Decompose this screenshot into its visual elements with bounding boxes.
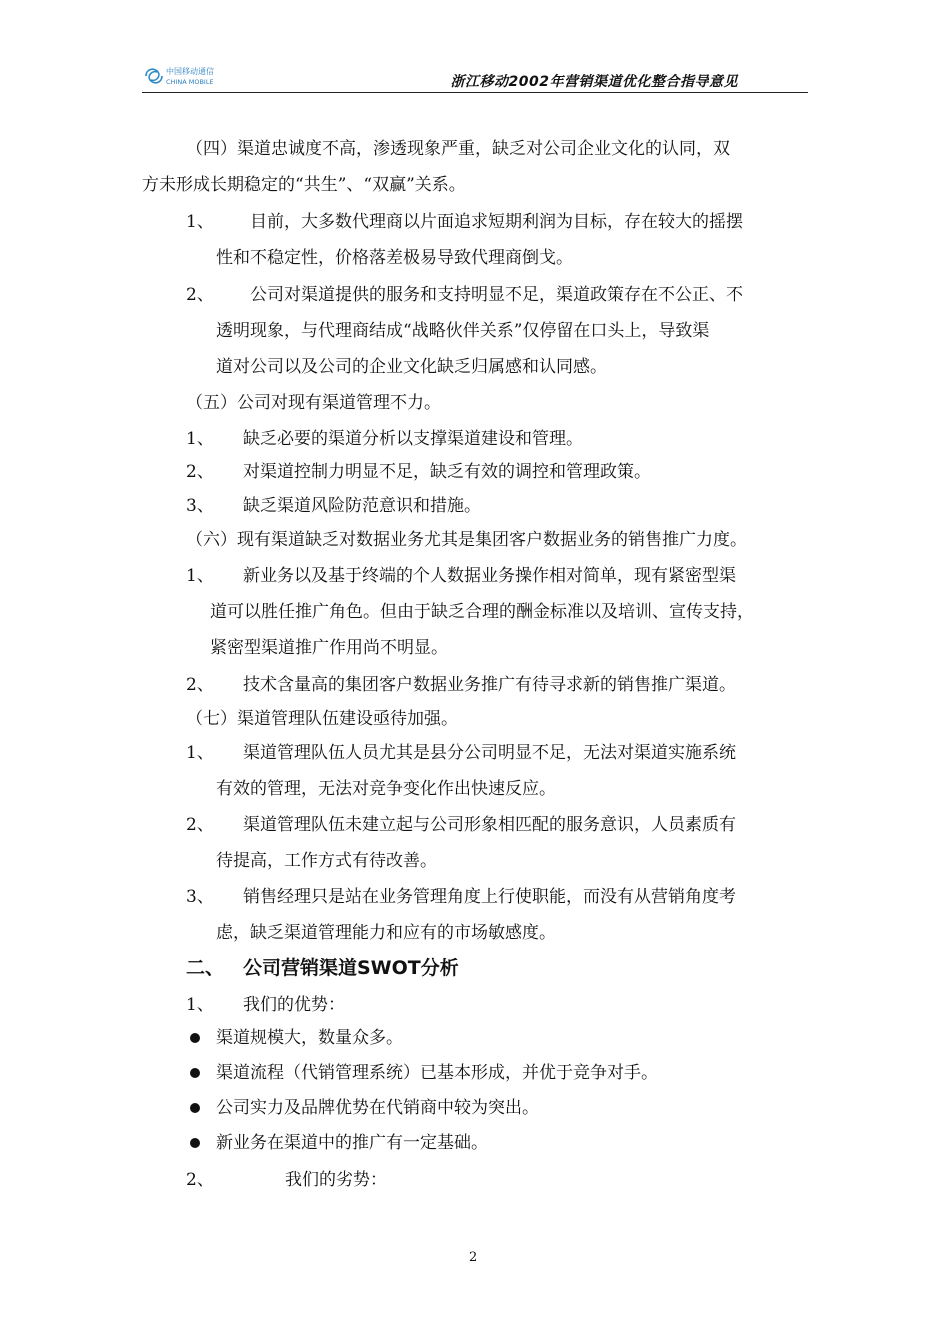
sec4-item1-line1: 目前，大多数代理商以片面追求短期利润为目标，存在较大的摇摆 <box>250 212 743 232</box>
weakness-title: 我们的劣势： <box>285 1170 387 1190</box>
bullet-icon <box>190 1033 200 1043</box>
sec5-item3-number: 3、 <box>186 496 214 516</box>
document-title: 浙江移动2002年营销渠道优化整合指导意见 <box>450 74 738 90</box>
sec5-item1-text: 缺乏必要的渠道分析以支撑渠道建设和管理。 <box>243 429 583 449</box>
sec5-item1-number: 1、 <box>186 429 214 449</box>
section-4-line-2: 方未形成长期稳定的“共生”、“双赢”关系。 <box>142 175 466 195</box>
strength-item-2: 渠道流程（代销管理系统）已基本形成，并优于竞争对手。 <box>216 1063 658 1083</box>
sec6-item1-line1: 新业务以及基于终端的个人数据业务操作相对简单，现有紧密型渠 <box>243 566 736 586</box>
sec6-item1-number: 1、 <box>186 566 214 586</box>
bullet-icon <box>190 1068 200 1078</box>
part-2-title: 公司营销渠道SWOT分析 <box>243 957 459 979</box>
sec5-item2-text: 对渠道控制力明显不足，缺乏有效的调控和管理政策。 <box>243 462 651 482</box>
weakness-number: 2、 <box>186 1170 214 1190</box>
sec4-item2-line2: 透明现象，与代理商结成“战略伙伴关系”仅停留在口头上，导致渠 <box>216 321 710 341</box>
sec4-item2-line1: 公司对渠道提供的服务和支持明显不足，渠道政策存在不公正、不 <box>250 285 743 305</box>
sec6-item1-line2: 道可以胜任推广角色。但由于缺乏合理的酬金标准以及培训、宣传支持， <box>210 602 754 622</box>
section-6-title: （六）现有渠道缺乏对数据业务尤其是集团客户数据业务的销售推广力度。 <box>186 530 747 550</box>
sec5-item2-number: 2、 <box>186 462 214 482</box>
sec4-item1-line2: 性和不稳定性，价格落差极易导致代理商倒戈。 <box>216 248 573 268</box>
sec7-item1-line2: 有效的管理，无法对竞争变化作出快速反应。 <box>216 779 556 799</box>
bullet-icon <box>190 1138 200 1148</box>
sec5-item3-text: 缺乏渠道风险防范意识和措施。 <box>243 496 481 516</box>
logo-en-text: CHINA MOBILE <box>166 78 214 86</box>
section-7-title: （七）渠道管理队伍建设亟待加强。 <box>186 709 458 729</box>
sec7-item2-line1: 渠道管理队伍未建立起与公司形象相匹配的服务意识，人员素质有 <box>243 815 736 835</box>
strength-title: 我们的优势： <box>243 995 345 1015</box>
sec4-item1-number: 1、 <box>186 212 214 232</box>
strength-number: 1、 <box>186 995 214 1015</box>
sec7-item2-line2: 待提高，工作方式有待改善。 <box>216 851 437 871</box>
sec7-item3-line2: 虑，缺乏渠道管理能力和应有的市场敏感度。 <box>216 923 556 943</box>
sec7-item1-number: 1、 <box>186 743 214 763</box>
sec4-item2-line3: 道对公司以及公司的企业文化缺乏归属感和认同感。 <box>216 357 607 377</box>
sec4-item2-number: 2、 <box>186 285 214 305</box>
strength-item-3: 公司实力及品牌优势在代销商中较为突出。 <box>216 1098 539 1118</box>
sec7-item1-line1: 渠道管理队伍人员尤其是县分公司明显不足，无法对渠道实施系统 <box>243 743 736 763</box>
section-4-line-1: （四）渠道忠诚度不高，渗透现象严重，缺乏对公司企业文化的认同，双 <box>186 139 730 159</box>
sec7-item3-number: 3、 <box>186 887 214 907</box>
sec6-item1-line3: 紧密型渠道推广作用尚不明显。 <box>210 638 448 658</box>
section-5-title: （五）公司对现有渠道管理不力。 <box>186 393 441 413</box>
china-mobile-logo <box>142 64 242 88</box>
sec7-item2-number: 2、 <box>186 815 214 835</box>
strength-item-4: 新业务在渠道中的推广有一定基础。 <box>216 1133 488 1153</box>
strength-item-1: 渠道规模大，数量众多。 <box>216 1028 403 1048</box>
sec6-item2-number: 2、 <box>186 675 214 695</box>
bullet-icon <box>190 1103 200 1113</box>
sec7-item3-line1: 销售经理只是站在业务管理角度上行使职能，而没有从营销角度考 <box>243 887 736 907</box>
part-2-number: 二、 <box>186 957 225 979</box>
logo-cn-text: 中国移动通信 <box>166 67 214 76</box>
page-header <box>142 62 808 93</box>
sec6-item2-text: 技术含量高的集团客户数据业务推广有待寻求新的销售推广渠道。 <box>243 675 736 695</box>
page-number: 2 <box>469 1250 478 1265</box>
